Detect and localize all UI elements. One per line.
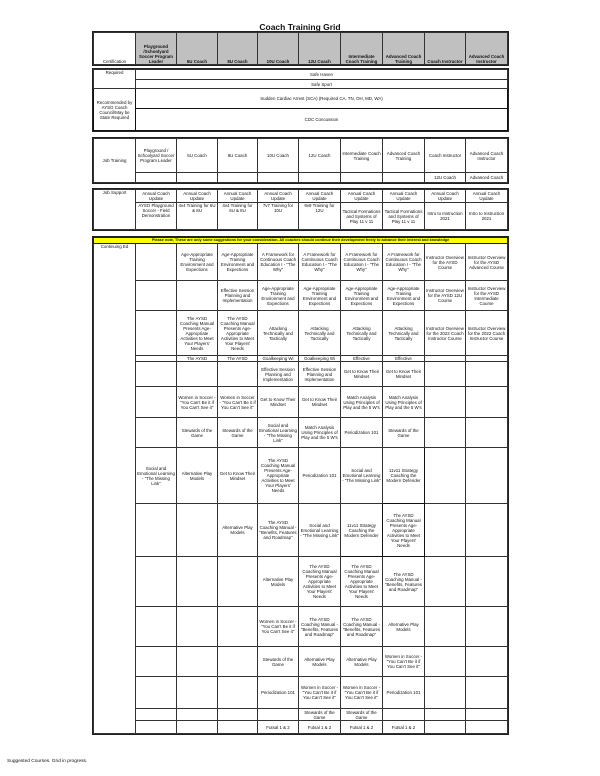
required-table: [93, 69, 508, 131]
grid-cell: The AYSD Coaching Manual - "Benefits, Features and Roadmap": [341, 607, 383, 647]
job-support-table: [93, 189, 508, 230]
grid-cell: [218, 607, 258, 647]
grid-cell: Instructor Overview for the AYSD Course: [425, 244, 466, 281]
grid-cell: Effective Session Planning and Implementation: [218, 281, 258, 311]
grid-cell: Tactical Formations and Systems of Play 11 v 11: [383, 203, 425, 230]
grid-cell: Social and Emotional Learning - "The Missing Link": [341, 448, 383, 504]
grid-cell: Instructor Overview for the AYSD Intermediate Course: [466, 281, 508, 311]
column-header: Coach Instructor: [425, 33, 466, 65]
grid-cell: [425, 504, 466, 557]
column-header: 10U Coach: [258, 33, 299, 65]
grid-cell: Women in Soccer - "You Can't Be it if You Can't See it": [299, 677, 341, 709]
grid-cell: [425, 557, 466, 607]
grid-cell: Age-Appropriate Training Environment and Expections: [341, 281, 383, 311]
grid-cell: [425, 387, 466, 418]
grid-cell: [425, 721, 466, 734]
grid-cell: The AYSD Coaching Manual Presents Age-Appropriate Activities to Meet Your Players' Needs: [258, 448, 299, 504]
grid-cell: Women in Soccer - "You Can't Be it if You Can't See it": [218, 387, 258, 418]
grid-cell: [425, 647, 466, 677]
grid-cell: Get to Know Their Mindset: [258, 387, 299, 418]
grid-cell: The AYSD Coaching Manual Presents Age-Appropriate Activities to Meet Your Players' Needs: [383, 504, 425, 557]
grid-cell: Annual Coach Update: [177, 190, 218, 203]
grid-cell: [425, 448, 466, 504]
grid-cell: Social and Emotional Learning - "The Missing Link": [136, 448, 177, 504]
recommended-item: CDC Concussion: [136, 109, 508, 131]
continuing-ed-table: [93, 237, 508, 734]
job-training-label: Job Training: [94, 139, 136, 183]
grid-cell: [425, 607, 466, 647]
grid-cell: Alternative Play Models: [177, 448, 218, 504]
grid-cell: Futsal 1 & 2: [341, 721, 383, 734]
grid-cell: Stewards of the Game: [299, 709, 341, 721]
grid-cell: Futsal 1 & 2: [299, 721, 341, 734]
grid-cell: Alternative Play Models: [258, 557, 299, 607]
grid-cell: Effective Session Planning and Implementation: [258, 362, 299, 387]
grid-cell: Attacking Technically and Tactically: [258, 311, 299, 356]
grid-cell: [136, 281, 177, 311]
grid-cell: Annual Coach Update: [425, 190, 466, 203]
grid-cell: Women in Soccer - "You Can't Be it if You Can't See it": [177, 387, 218, 418]
grid-cell: 9v9 Training for 12U: [299, 203, 341, 230]
grid-cell: Playground / Schoolyard Soccer Program Leader: [136, 139, 177, 173]
grid-cell: [136, 173, 177, 183]
grid-cell: Effective: [383, 356, 425, 362]
grid-cell: 4v4 Training for 6U & 8U: [218, 203, 258, 230]
grid-cell: [299, 173, 341, 183]
grid-cell: [466, 362, 508, 387]
grid-cell: [383, 173, 425, 183]
grid-cell: Annual Coach Update: [383, 190, 425, 203]
grid-cell: The AYSD Coaching Manual - "Benefits, Features and Roadmap": [258, 504, 299, 557]
grid-cell: Alternative Play Models: [383, 607, 425, 647]
grid-cell: Age-Appropriate Training Environment and Expections: [258, 281, 299, 311]
grid-cell: 7v7 Training for 10U: [258, 203, 299, 230]
grid-cell: Get to Know Their Mindset: [341, 362, 383, 387]
grid-cell: Coach Instructor: [425, 139, 466, 173]
grid-cell: AYSO Playground Soccer - Field Demonstration: [136, 203, 177, 230]
grid-cell: [466, 557, 508, 607]
grid-cell: [218, 362, 258, 387]
grid-cell: The AYSD Coaching Manual Presents Age-Appropriate Activities to Meet Your Players' Needs: [341, 557, 383, 607]
grid-cell: Age-Appropriate Training Environment and Expections: [383, 281, 425, 311]
grid-cell: [466, 418, 508, 448]
grid-cell: [425, 418, 466, 448]
grid-cell: Stewards of the Game: [341, 709, 383, 721]
grid-cell: [218, 647, 258, 677]
column-header: Intermediate Coach Training: [341, 33, 383, 65]
grid-cell: Women in Soccer - "You Can't Be it if You Can't See it": [383, 647, 425, 677]
grid-cell: Stewards of the Game: [218, 418, 258, 448]
grid-cell: Get to Know Their Mindset: [218, 448, 258, 504]
grid-cell: Annual Coach Update: [299, 190, 341, 203]
grid-cell: Intermediate Coach Training: [341, 139, 383, 173]
grid-cell: 12U Coach: [425, 173, 466, 183]
grid-cell: Women in Soccer - "You Can't Be it if You Can't See it": [341, 677, 383, 709]
column-header: Playground /Schoolyard Soccer Program Leader: [136, 33, 177, 65]
grid-cell: [136, 557, 177, 607]
required-item: Safe Haven: [136, 70, 508, 80]
grid-cell: Periodization 101: [341, 418, 383, 448]
grid-cell: Instructor Overview for the 2022 Coach Instructor Course: [466, 311, 508, 356]
grid-cell: [136, 709, 177, 721]
grid-cell: The AYSD Coaching Manual Presents Age-Appropriate Activities to Meet Your Players' Needs: [218, 311, 258, 356]
grid-cell: A Framework for Continuous Coach Education I - "The Why": [258, 244, 299, 281]
grid-cell: Stewards of the Game: [383, 418, 425, 448]
grid-cell: [136, 362, 177, 387]
grid-cell: Annual Coach Update: [466, 190, 508, 203]
grid-cell: The AYSD Coaching Manual - "Benefits, Features and Roadmap": [299, 607, 341, 647]
column-header: Advanced Coach Training: [383, 33, 425, 65]
grid-cell: Advanced Coach Instructor: [466, 139, 508, 173]
grid-cell: Periodization 101: [258, 677, 299, 709]
grid-cell: [218, 721, 258, 734]
grid-cell: [466, 504, 508, 557]
grid-cell: Annual Coach Update: [341, 190, 383, 203]
grid-cell: [425, 677, 466, 709]
grid-cell: 6U Coach: [177, 139, 218, 173]
column-header: 8U Coach: [218, 33, 258, 65]
grid-cell: [383, 709, 425, 721]
grid-cell: Attacking Technically and Tactically: [383, 311, 425, 356]
recommended-item: Sudden Cardiac Arrest (SCA) (Required CA, TN, OH, MD, WA): [136, 89, 508, 109]
grid-cell: [218, 709, 258, 721]
grid-cell: [136, 677, 177, 709]
grid-cell: Effective: [341, 356, 383, 362]
grid-cell: A Framework for Continuous Coach Education I - "The Why": [341, 244, 383, 281]
grid-cell: Annual Coach Update: [218, 190, 258, 203]
grid-cell: Goalkeeping Wi: [299, 356, 341, 362]
grid-cell: 11v11 Strategy Coaching the Modern Defender: [341, 504, 383, 557]
grid-cell: Age-Appropriate Training Environment and Expections: [177, 244, 218, 281]
grid-cell: Stewards of the Game: [177, 418, 218, 448]
notice-banner: Please note, These are only some suggestions for your consideration. All coaches should continue their development freely to advance their interest and knowledge: [94, 238, 508, 244]
grid-cell: [136, 721, 177, 734]
grid-cell: [177, 677, 218, 709]
grid-cell: Alternative Play Models: [299, 647, 341, 677]
grid-cell: 10U Coach: [258, 139, 299, 173]
grid-cell: [466, 607, 508, 647]
grid-cell: Intro to Instruction 2021: [425, 203, 466, 230]
grid-cell: [425, 362, 466, 387]
grid-cell: 12U Coach: [299, 139, 341, 173]
grid-cell: [425, 709, 466, 721]
grid-cell: [466, 721, 508, 734]
page-title: Coach Training Grid: [259, 22, 341, 32]
grid-cell: Periodization 101: [299, 448, 341, 504]
grid-cell: Intro to Instruction 2021: [466, 203, 508, 230]
grid-cell: The AYSD Coaching Manual Presents Age-Appropriate Activities to Meet Your Players' Needs: [177, 311, 218, 356]
grid-cell: [177, 647, 218, 677]
required-label: Required: [94, 70, 136, 89]
grid-cell: Instructor Overview for the AYSD Advanced Course: [466, 244, 508, 281]
footer-note: Suggested Courses. Grid in progress.: [7, 759, 88, 764]
grid-cell: [177, 709, 218, 721]
grid-cell: Alternative Play Models: [341, 647, 383, 677]
grid-cell: Social and Emotional Learning - "The Missing Link": [258, 418, 299, 448]
certification-label: Certification: [94, 33, 136, 65]
grid-cell: Get to Know Their Mindset: [299, 387, 341, 418]
grid-cell: Effective Session Planning and Implementation: [299, 362, 341, 387]
grid-cell: Social and Emotional Learning - "The Missing Link": [299, 504, 341, 557]
grid-cell: Match Analysis Using Principles of Play and the 5 W's: [299, 418, 341, 448]
grid-cell: [136, 607, 177, 647]
grid-cell: The AYSD: [218, 356, 258, 362]
continuing-ed-label: Continuing Ed: [94, 244, 136, 734]
required-item: Safe Sport: [136, 80, 508, 89]
recommended-label: Recommended by AYSO Coach Council/May be State Required: [94, 89, 136, 131]
grid-cell: [177, 362, 218, 387]
grid-cell: [218, 677, 258, 709]
grid-cell: [466, 387, 508, 418]
grid-cell: [136, 418, 177, 448]
grid-cell: The AYSD Coaching Manual Presents Age-Appropriate Activities to Meet Your Players' Needs: [299, 557, 341, 607]
grid-cell: [136, 504, 177, 557]
grid-cell: Women in Soccer - "You Can't Be it if You Can't See it": [258, 607, 299, 647]
grid-cell: [218, 557, 258, 607]
grid-cell: A Framework for Continuous Coach Education I - "The Why": [299, 244, 341, 281]
grid-cell: 11v11 Strategy Coaching the Modern Defender: [383, 448, 425, 504]
grid-cell: [177, 173, 218, 183]
grid-cell: [177, 721, 218, 734]
grid-cell: Attacking Technically and Tactically: [341, 311, 383, 356]
grid-cell: Annual Coach Update: [136, 190, 177, 203]
grid-cell: [136, 311, 177, 356]
grid-cell: [466, 647, 508, 677]
grid-cell: Stewards of the Game: [258, 647, 299, 677]
grid-cell: Goalkeeping Wi: [258, 356, 299, 362]
grid-cell: Attacking Technically and Tactically: [299, 311, 341, 356]
job-support-label: Job Support: [94, 190, 136, 230]
grid-cell: Tactical Formations and Systems of Play 11 v 11: [341, 203, 383, 230]
grid-cell: A Framework for Continuous Coach Education I - "The Why": [383, 244, 425, 281]
column-header: 12U Coach: [299, 33, 341, 65]
grid-cell: Instructor Overview for the 2022 Coach Instructor Course: [425, 311, 466, 356]
grid-cell: Instructor Overview for the AYSD 12U Course: [425, 281, 466, 311]
job-training-table: [93, 138, 508, 183]
grid-cell: Advanced Coach Training: [383, 139, 425, 173]
grid-cell: [136, 647, 177, 677]
grid-cell: The AYSD Coaching Manual - "Benefits, Features and Roadmap": [383, 557, 425, 607]
grid-cell: [466, 677, 508, 709]
grid-cell: Age-Appropriate Training Environment and Expections: [299, 281, 341, 311]
grid-cell: [136, 387, 177, 418]
column-header: 6U Coach: [177, 33, 218, 65]
column-header: Advanced Coach Instructor: [466, 33, 508, 65]
grid-cell: [258, 709, 299, 721]
grid-cell: [177, 557, 218, 607]
grid-cell: [218, 173, 258, 183]
grid-cell: Alternative Play Models: [218, 504, 258, 557]
grid-cell: Match Analysis Using Principles of Play and the 5 W's: [383, 387, 425, 418]
grid-cell: [258, 173, 299, 183]
grid-cell: The AYSD: [177, 356, 218, 362]
grid-cell: Match Analysis Using Principles of Play and the 5 W's: [341, 387, 383, 418]
grid-cell: [341, 173, 383, 183]
grid-cell: Periodization 101: [383, 677, 425, 709]
grid-cell: [466, 709, 508, 721]
grid-cell: Age-Appropriate Training Environment and Expections: [218, 244, 258, 281]
grid-cell: [177, 281, 218, 311]
grid-cell: Futsal 1 & 2: [258, 721, 299, 734]
grid-cell: 4v4 Training for 6U & 8U: [177, 203, 218, 230]
certification-header-table: [93, 32, 508, 65]
grid-cell: Annual Coach Update: [258, 190, 299, 203]
grid-cell: [177, 504, 218, 557]
grid-cell: Futsal 1 & 2: [383, 721, 425, 734]
grid-cell: Advanced Coach: [466, 173, 508, 183]
grid-cell: [177, 607, 218, 647]
grid-cell: Get to Know Their Mindset: [383, 362, 425, 387]
grid-cell: [466, 448, 508, 504]
grid-cell: [136, 244, 177, 281]
grid-cell: 8U Coach: [218, 139, 258, 173]
